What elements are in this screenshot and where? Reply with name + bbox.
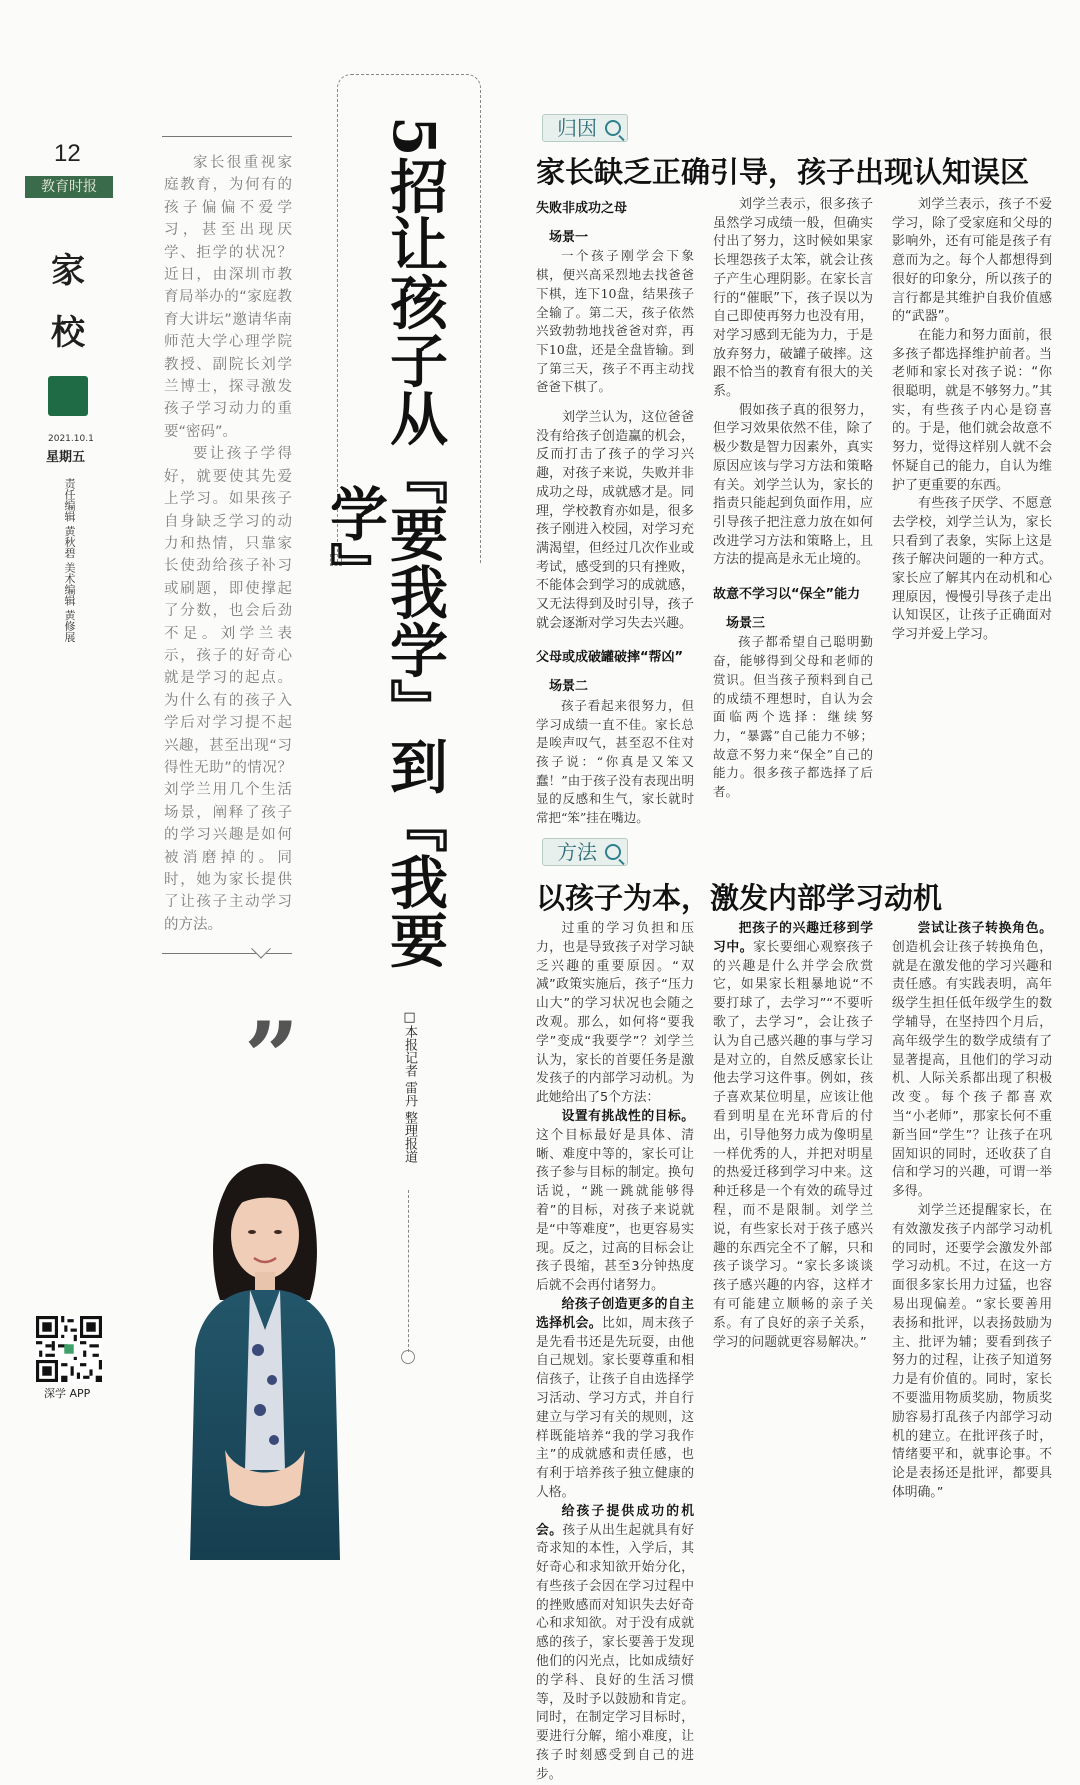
method-text: 这个目标最好是具体、清晰、难度中等的，家长可让孩子参与目标的制定。换句话说，“跳一跳就能够得着”的目标，对孩子来说就是“中等难度”，也更容易实现。反之，过高的目标会让孩子畏缩，甚至3分钟热度后就不会再付诸努力。 [536,1127,694,1294]
subheading: 失败非成功之母 [536,201,628,216]
magnifier-icon [605,120,621,136]
byline: □本报记者 雷丹 整理报道 [402,1010,417,1164]
paragraph: 过重的学习负担和压力，也是导致孩子对学习缺乏兴趣的重要原因。“双减”政策实施后，孩子“压力山大”的学习状况也会随之改观。那么，如何将“要我学”变成“我要学”？刘学兰认为，家长的首要任务是激发孩子的内部学习动机。为此她给出了5个方法： [536,921,694,1106]
section-title-method: 以孩子为本，激发内部学习动机 [536,881,943,915]
page-number: 12 [54,140,81,167]
intro-text [164,152,292,936]
method-lead: 给孩子提供成功的机会。 [536,1503,694,1538]
method-lead: 设置有挑战性的目标。 [561,1108,694,1124]
quote-mark-icon: ” [244,1001,300,1114]
tag-label: 方法 [557,840,597,864]
method-text: 比如，周末孩子是先看书还是先玩耍，由他自己规划。家长要尊重和相信孩子，让孩子自由选择学习活动、学习方式，并自行建立与学习有关的规则，这样既能培养“我的学习我作主”的成就感和责任感，也有利于培养孩子独立健康的人格。 [536,1315,695,1500]
intro-divider-top [162,136,292,137]
article-column-2 [713,196,873,800]
intro-divider-notch [251,939,271,959]
scene-label: 场景一 [549,229,589,245]
magnifier-icon [605,844,621,860]
article-column-6 [892,920,1052,1560]
section-tag-cause [542,114,628,142]
article-column-5 [713,920,873,1560]
qr-label: 深学 APP [44,1387,91,1400]
intro-divider-bottom [162,953,292,954]
subheading: 父母或成破罐破摔“帮凶” [536,650,684,666]
main-headline: 5招让孩子从『要我学』到『我要学』 [320,115,448,969]
paragraph: 有些孩子厌学、不愿意去学校，刘学兰认为，家长只看到了表象，实际上这是孩子解决问题的一种方式。家长应了解其内在动机和心理原因，慢慢引导孩子走出认知误区，让孩子正确面对学习并爱上学习。 [892,496,1052,643]
newspaper-masthead: 教育时报 [25,176,113,198]
qr-code-icon [36,1316,102,1382]
issue-date: 2021.10.1 [48,434,94,444]
method-lead: 把孩子的兴趣迁移到学习中。 [713,921,873,955]
section-color-block [48,376,88,416]
scene-text: 一个孩子刚学会下象棋，便兴高采烈地去找爸爸下棋，连下10盘，结果孩子全输了。第二天，孩子依然兴致勃勃地找爸爸对弈，再下10盘，还是全盘皆输。到了第三天，孩子不再主动找爸爸下棋了。 [536,248,694,395]
section-name [48,240,88,364]
tag-label: 归因 [557,116,597,140]
scene-label: 场景二 [549,679,589,695]
section-char-2: 校 [51,313,85,353]
method-text: 孩子从出生起就具有好奇求知的本性，入学后，其好奇心和求知欲开始分化，有些孩子会因在学习过程中的挫败感而对知识失去好奇心和求知欲。对于没有成就感的孩子，家长要善于发现他们的闪光点，比如成绩好的学科、良好的生活习惯等，及时予以鼓励和肯定。同时，在制定学习目标时，要进行分解，缩小难度，让孩子时刻感受到自己的进步。 [536,1522,695,1782]
paragraph: 刘学兰认为，这位爸爸没有给孩子创造赢的机会，反而打击了孩子的学习兴趣，对孩子来说，失败并非成功之母，成就感才是。同理，学校教育亦如是，很多孩子刚进入校园，对学习充满渴望，但经过几次作业或考试，感受到的只有挫败，不能体会到学习的成就感，又无法得到及时引导，孩子就会逐渐对学习失去兴趣。 [536,410,694,631]
paragraph: 刘学兰表示，很多孩子虽然学习成绩一般，但确实付出了努力，这时候如果家长埋怨孩子太笨，就会让孩子产生心理阴影。在家长言行的“催眠”下，孩子误以为自己即使再努力也没有用，对学习感到无能为力，于是放弃努力，破罐子破摔。这跟不恰当的教育有很大的关系。 [713,197,873,400]
scene-label: 场景三 [726,615,766,631]
intro-paragraph: 家长很重视家庭教育，为何有的孩子偏偏不爱学习，甚至出现厌学、拒学的状况？近日，由深圳市教育局举办的“家庭教育大讲坛”邀请华南师范大学心理学院教授、副院长刘学兰博士，探寻激发孩子学习动力的重要“密码”。 [164,155,292,440]
section-title-cause: 家长缺乏正确引导，孩子出现认知误区 [536,155,1030,189]
section-tag-method [542,838,628,866]
article-column-4 [536,920,695,1782]
issue-weekday: 星期五 [46,450,86,465]
scene-text: 孩子都希望自己聪明勤奋，能够得到父母和老师的赏识。但当孩子预料到自己的成绩不理想时，自认为会面临两个选择：继续努力，“暴露”自己能力不够；故意不努力来“保全”自己的能力。很多孩子都选择了后者。 [713,634,873,800]
dashed-guide [408,1190,409,1352]
dashed-guide-end [401,1350,415,1364]
paragraph: 刘学兰还提醒家长，在有效激发孩子内部学习动机的同时，还要学会激发外部学习动机。不过，在这一方面很多家长用力过猛，也容易出现偏差。“家长要善用表扬和批评，以表扬鼓励为主、批评为辅；要看到孩子努力的过程，让孩子知道努力是有价值的。同时，家长不要滥用物质奖励，物质奖励容易打乱孩子内部学习动机的建立。在批评孩子时，情绪要平和，就事论事。不论是表扬还是批评，都要具体明确。” [892,1202,1052,1500]
editor-credit: 责任编辑 黄秋碧 美术编辑 黄修展 [63,478,76,643]
paragraph: 刘学兰表示，孩子不爱学习，除了受家庭和父母的影响外，还有可能是孩子有意而为之。每个人都想得到很好的印象分，所以孩子的言行都是其维护自我价值感的“武器”。 [892,197,1052,325]
article-column-3 [892,196,1052,796]
scene-text: 孩子看起来很努力，但学习成绩一直不佳。家长总是唉声叹气，甚至忍不住对孩子说：“你真是又笨又蠢！”由于孩子没有表现出明显的反感和生气，家长就时常把“笨”挂在嘴边。 [536,697,694,826]
method-text: 家长要细心观察孩子的兴趣是什么并学会欣赏它，如果家长粗暴地说“不要打球了，去学习”“不要听歌了，去学习”，会让孩子认为自己感兴趣的事与学习是对立的，自然反感家长让他去学习这件事。例如，孩子喜欢某位明星，应该让他看到明星在光环背后的付出，引导他努力成为像明星一样优秀的人，并把对明星的热爱迁移到学习中来。这种迁移是一个有效的疏导过程，而不是限制。刘学兰说，有些家长对于孩子感兴趣的东西完全不了解，只和孩子谈学习。“家长多谈谈孩子感兴趣的内容，这样才有可能建立顺畅的亲子关系。有了良好的亲子关系，学习的问题就更容易解决。” [713,939,874,1350]
article-column-1 [536,196,694,826]
subheading: 故意不学习以“保全”能力 [713,587,861,603]
paragraph: 在能力和努力面前，很多孩子都选择维护前者。当老师和家长对孩子说：“你很聪明，就是不够努力。”其实，有些孩子内心是窃喜的。于是，他们就会故意不努力，觉得这样别人就不会怀疑自己的能力，自认为维护了更重要的东西。 [892,327,1052,493]
method-text: 创造机会让孩子转换角色，就是在激发他的学习兴趣和责任感。有实践表明，高年级学生担任低年级学生的数学辅导，在坚持四个月后，高年级学生的数学成绩有了显著提高，且他们的学习动机、人际关系都出现了积极改变。每个孩子都喜欢当“小老师”，那家长何不重新当回“学生”？让孩子在巩固知识的同时，还收获了自信和学习的兴趣，可谓一举多得。 [892,939,1052,1200]
expert-portrait [170,1150,360,1560]
method-lead: 给孩子创造更多的自主选择机会。 [536,1296,694,1331]
method-lead: 尝试让孩子转换角色。 [917,921,1052,936]
section-char-1: 家 [51,251,85,291]
intro-paragraph: 要让孩子学得好，就要使其先爱上学习。如果孩子自身缺乏学习的动力和热情，只靠家长使劲给孩子补习或刷题，即使撑起了分数，也会后劲不足。刘学兰表示，孩子的好奇心就是学习的起点。为什么有的孩子入学后对学习提不起兴趣，甚至出现“习得性无助”的情况？刘学兰用几个生活场景，阐释了孩子的学习兴趣是如何被消磨掉的。同时，她为家长提供了让孩子主动学习的方法。 [164,446,292,933]
paragraph: 假如孩子真的很努力，但学习效果依然不佳，除了极少数是智力因素外，真实原因应该与学习方法和策略有关。刘学兰认为，家长的指责只能起到负面作用，应引导孩子把注意力放在如何改进学习方法和策略上，且方法的提高是永无止境的。 [713,402,873,568]
